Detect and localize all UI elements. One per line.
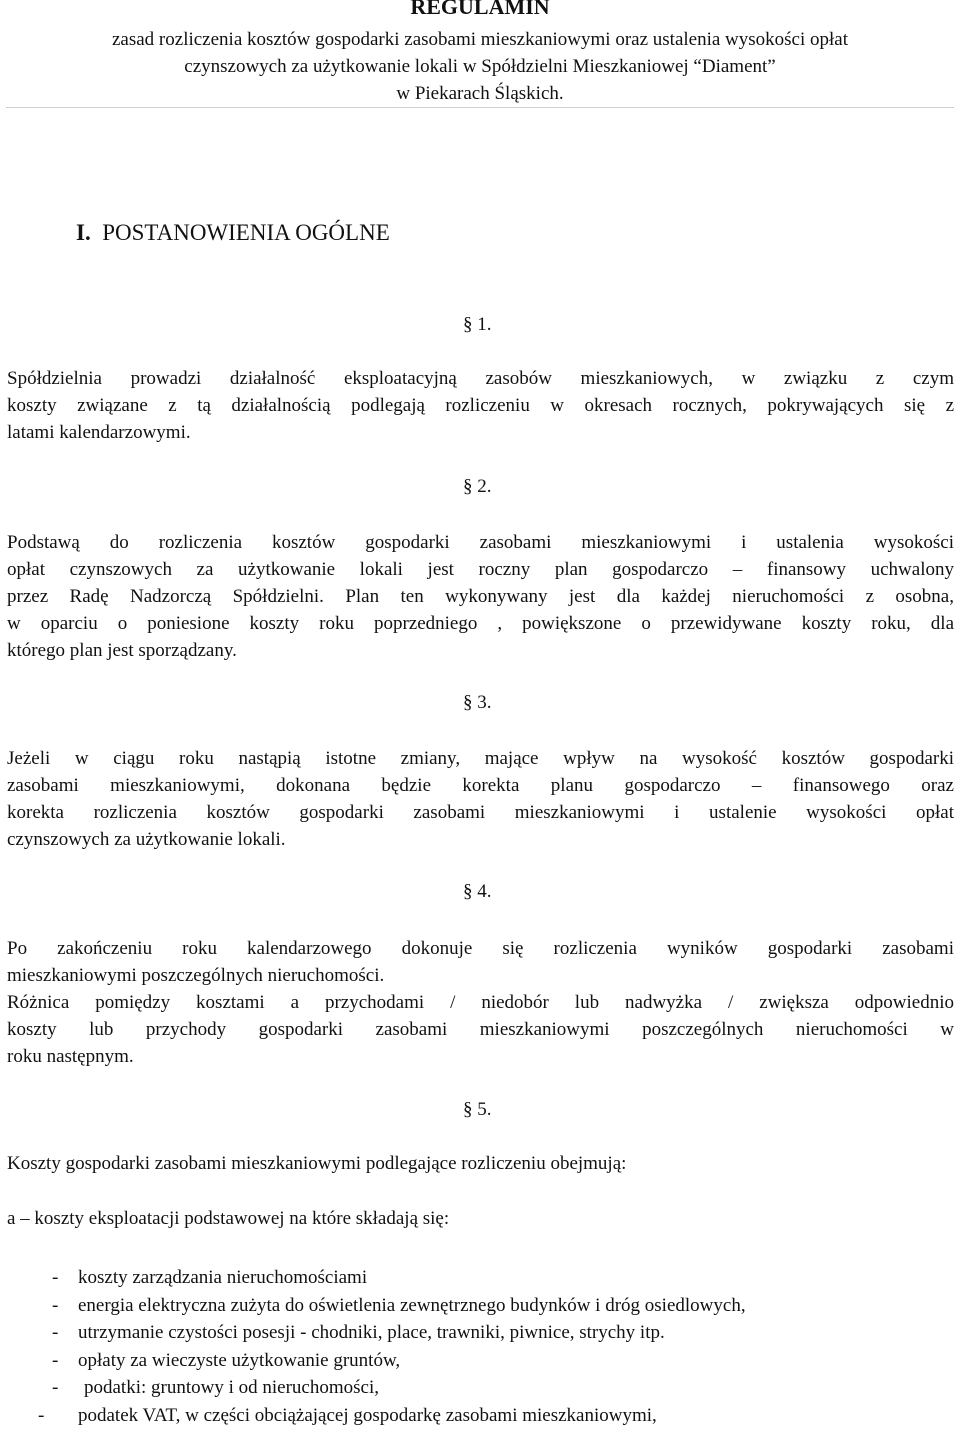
- paragraph-2: [7, 529, 954, 664]
- paragraph-line: mieszkaniowymi poszczególnych nieruchomości.: [7, 962, 954, 989]
- section-title: POSTANOWIENIA OGÓLNE: [102, 220, 390, 245]
- paragraph-line: roku następnym.: [7, 1043, 954, 1070]
- cost-items-list: [0, 1264, 960, 1429]
- section-number: I.: [76, 220, 91, 245]
- paragraph-line: korekta rozliczenia kosztów gospodarki zasobami mieszkaniowymi i ustalenie wysokości opłat: [7, 799, 954, 826]
- paragraph-line: w oparciu o poniesione koszty roku poprzedniego , powiększone o przewidywane koszty roku, dla: [7, 610, 954, 637]
- paragraph-mark-5: § 5.: [463, 1098, 492, 1122]
- list-item: [0, 1319, 960, 1347]
- list-marker: -: [38, 1402, 44, 1429]
- list-item-text: podatek VAT, w części obciążającej gospodarkę zasobami mieszkaniowymi,: [78, 1405, 657, 1426]
- paragraph-line: Podstawą do rozliczenia kosztów gospodarki zasobami mieszkaniowymi i ustalenia wysokości: [7, 529, 954, 556]
- list-marker: -: [52, 1374, 58, 1402]
- subtitle-line: czynszowych za użytkowanie lokali w Spółdzielni Mieszkaniowej “Diament”: [0, 53, 960, 80]
- list-item: [0, 1347, 960, 1375]
- paragraph-line: przez Radę Nadzorczą Spółdzielni. Plan ten wykonywany jest dla każdej nieruchomości z osobna,: [7, 583, 954, 610]
- paragraph-mark-2: § 2.: [463, 475, 492, 499]
- document-subtitle: [0, 26, 960, 107]
- list-item-text: utrzymanie czystości posesji - chodniki, place, trawniki, piwnice, strychy itp.: [78, 1322, 665, 1343]
- paragraph-line: Spółdzielnia prowadzi działalność eksploatacyjną zasobów mieszkaniowych, w związku z czym: [7, 365, 954, 392]
- paragraph-line: koszty lub przychody gospodarki zasobami mieszkaniowymi poszczególnych nieruchomości w: [7, 1016, 954, 1043]
- list-item-text: koszty zarządzania nieruchomościami: [78, 1267, 367, 1288]
- header-divider: [6, 107, 954, 108]
- paragraph-4: [7, 935, 954, 1070]
- list-marker: -: [52, 1264, 58, 1292]
- list-item: [0, 1374, 960, 1402]
- paragraph-line: koszty związane z tą działalnością podlegają rozliczeniu w okresach rocznych, pokrywających się z: [7, 392, 954, 419]
- section-heading: [76, 219, 390, 247]
- paragraph-1: [7, 365, 954, 446]
- list-item-text: podatki: gruntowy i od nieruchomości,: [84, 1377, 379, 1398]
- paragraph-line: którego plan jest sporządzany.: [7, 637, 954, 664]
- paragraph-mark-4: § 4.: [463, 880, 492, 904]
- subtitle-line: zasad rozliczenia kosztów gospodarki zasobami mieszkaniowymi oraz ustalenia wysokości opłat: [0, 26, 960, 53]
- list-item: [0, 1264, 960, 1292]
- document-title: REGULAMIN: [0, 0, 960, 20]
- paragraph-line: czynszowych za użytkowanie lokali.: [7, 826, 954, 853]
- paragraph-5-intro: Koszty gospodarki zasobami mieszkaniowymi podlegające rozliczeniu obejmują:: [7, 1152, 626, 1176]
- list-marker: -: [52, 1292, 58, 1320]
- paragraph-3: [7, 745, 954, 853]
- list-item-text: energia elektryczna zużyta do oświetlenia zewnętrznego budynków i dróg osiedlowych,: [78, 1295, 746, 1316]
- paragraph-line: zasobami mieszkaniowymi, dokonana będzie korekta planu gospodarczo – finansowego oraz: [7, 772, 954, 799]
- paragraph-line: opłat czynszowych za użytkowanie lokali jest roczny plan gospodarczo – finansowy uchwalony: [7, 556, 954, 583]
- paragraph-line: Jeżeli w ciągu roku nastąpią istotne zmiany, mające wpływ na wysokość kosztów gospodarki: [7, 745, 954, 772]
- paragraph-5-sub-intro: a – koszty eksploatacji podstawowej na które składają się:: [7, 1207, 449, 1231]
- paragraph-mark-1: § 1.: [463, 313, 492, 337]
- paragraph-line: latami kalendarzowymi.: [7, 419, 954, 446]
- list-item-text: opłaty za wieczyste użytkowanie gruntów,: [78, 1350, 400, 1371]
- list-marker: -: [52, 1347, 58, 1375]
- paragraph-line: Po zakończeniu roku kalendarzowego dokonuje się rozliczenia wyników gospodarki zasobami: [7, 935, 954, 962]
- list-marker: -: [52, 1319, 58, 1347]
- paragraph-mark-3: § 3.: [463, 691, 492, 715]
- subtitle-line: w Piekarach Śląskich.: [0, 80, 960, 107]
- paragraph-line: Różnica pomiędzy kosztami a przychodami / niedobór lub nadwyżka / zwiększa odpowiednio: [7, 989, 954, 1016]
- list-item: [0, 1292, 960, 1320]
